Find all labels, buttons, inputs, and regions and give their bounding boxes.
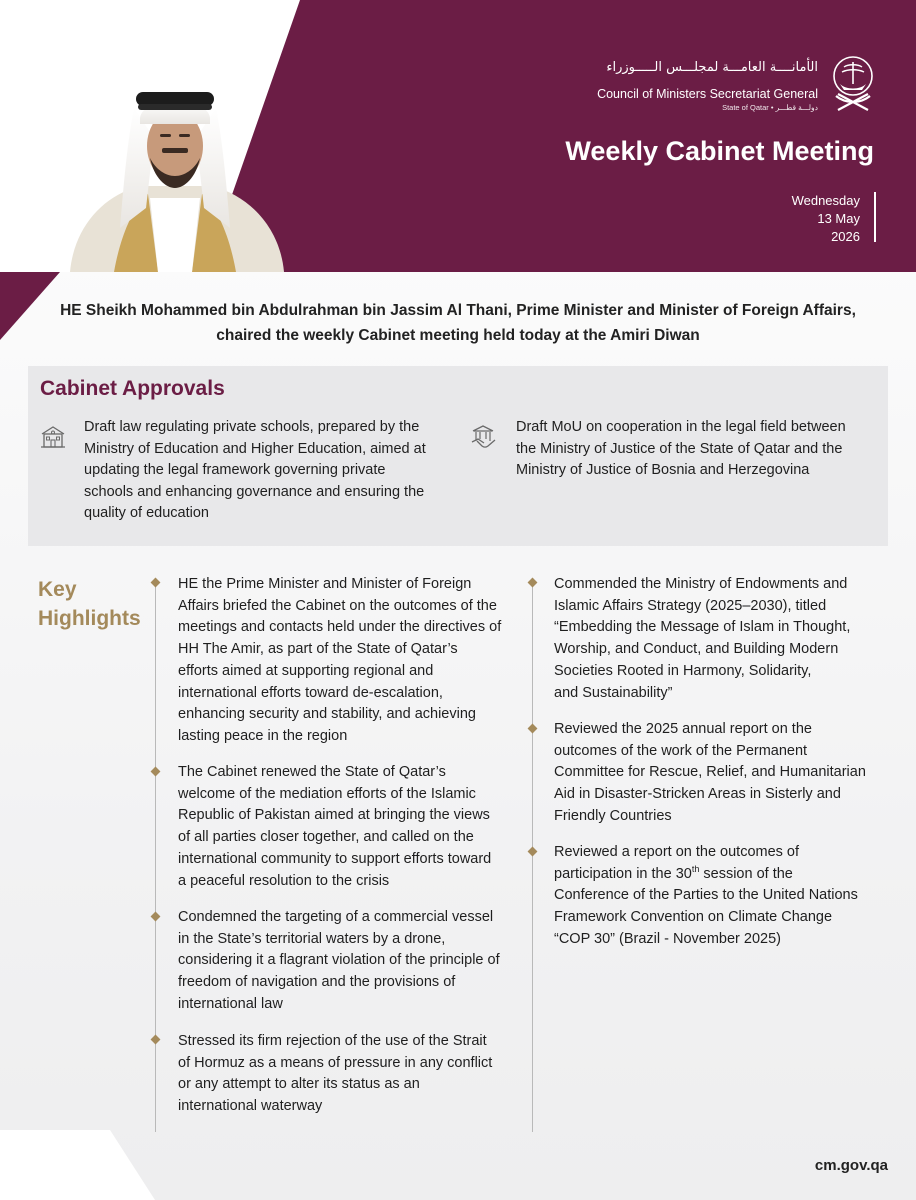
highlight-item (178, 907, 523, 1016)
highlight-line: “Embedding the Message of Islam in Thought, (554, 619, 851, 636)
highlight-line: international law (178, 995, 283, 1012)
highlight-line: The Cabinet renewed the State of Qatar’s (178, 764, 446, 780)
highlight-item (178, 762, 523, 892)
highlight-line: in the State’s territorial waters by a drone, (178, 930, 446, 947)
highlight-item (178, 574, 523, 748)
highlight-line: HE the Prime Minister and Minister of Foreign (178, 576, 472, 592)
approval-item (84, 417, 444, 525)
ordinal-suffix: th (691, 863, 700, 874)
highlight-line: Aid in Disaster-Stricken Areas in Sisterly and (554, 786, 841, 803)
highlight-item (554, 842, 894, 951)
highlight-line: Affairs briefed the Cabinet on the outcomes of the (178, 597, 497, 614)
handshake-justice-icon (468, 422, 498, 452)
bullet-diamond-icon (528, 724, 538, 734)
highlight-line: a peaceful resolution to the crisis (178, 872, 390, 889)
highlight-item (554, 719, 894, 828)
highlight-text-part: session of the (699, 865, 793, 882)
highlight-line: Stressed its firm rejection of the use of the Strait (178, 1033, 487, 1049)
meeting-date (792, 192, 876, 242)
highlight-line: Worship, and Conduct, and Building Modern (554, 641, 839, 658)
highlight-line: considering it a flagrant violation of the principle of (178, 952, 500, 969)
bullet-diamond-icon (151, 912, 161, 922)
org-country: State of Qatar • دولـــة قطـــر (722, 103, 818, 112)
highlight-line: Reviewed a report on the outcomes of (554, 844, 800, 860)
highlight-line: international efforts toward de-escalation, (178, 684, 443, 701)
bullet-diamond-icon (528, 847, 538, 857)
highlight-line: lasting peace in the region (178, 727, 348, 744)
date-weekday: Wednesday (791, 193, 860, 208)
approval-item (516, 417, 876, 482)
highlight-line: “COP 30” (Brazil - November 2025) (554, 930, 781, 947)
highlight-item (178, 1031, 523, 1118)
org-name-english: Council of Ministers Secretariat General (597, 87, 818, 101)
highlight-line: enhancing security and stability, and achieving (178, 706, 476, 723)
highlight-line: Commended the Ministry of Endowments and (554, 576, 848, 592)
highlight-line: international community to support efforts toward (178, 850, 492, 867)
approval-line: updating the legal framework governing private (84, 462, 386, 478)
footer-diagonal (0, 1130, 200, 1200)
highlight-line: efforts aimed at supporting regional and (178, 662, 434, 679)
highlight-line: welcome of the mediation efforts of the Islamic (178, 785, 476, 802)
approval-line: quality of education (84, 505, 209, 521)
highlight-line: Committee for Rescue, Relief, and Humanitarian (554, 764, 866, 781)
approval-line: Ministry of Education and Higher Education, aimed at (84, 440, 426, 457)
highlight-line: Islamic Affairs Strategy (2025–2030), titled (554, 597, 827, 614)
org-name-arabic: الأمانــــة العامـــة لمجلـــس الـــــوزراء (606, 60, 818, 75)
heading-line: Key (38, 578, 77, 601)
school-building-icon (38, 422, 68, 452)
cabinet-approvals-panel (28, 366, 888, 546)
bullet-diamond-icon (151, 578, 161, 588)
highlight-item (554, 574, 894, 704)
highlight-text-part: participation in the 30 (554, 865, 692, 882)
prime-minister-portrait (62, 78, 288, 272)
highlight-line: Conference of the Parties to the United Nations (554, 887, 858, 904)
approval-line: Draft law regulating private schools, prepared by the (84, 419, 420, 435)
highlight-line: Condemned the targeting of a commercial vessel (178, 909, 494, 925)
intro-statement (30, 298, 886, 348)
highlight-line (554, 864, 894, 886)
highlight-line: of Hormuz as a means of pressure in any conflict (178, 1054, 493, 1071)
qatar-emblem-icon (830, 52, 876, 114)
approval-line: Draft MoU on cooperation in the legal field between (516, 419, 846, 435)
highlight-line: or any attempt to alter its status as an (178, 1076, 420, 1093)
left-column-rule (155, 586, 156, 1132)
highlight-line: freedom of navigation and the provisions of (178, 974, 456, 991)
highlight-line: of all parties closer together, and called on the (178, 829, 474, 846)
highlight-line: and Sustainability” (554, 684, 673, 701)
intro-line: HE Sheikh Mohammed bin Abdulrahman bin Jassim Al Thani, Prime Minister and Minister of Foreign Affairs, (60, 302, 856, 319)
highlight-line: Societies Rooted in Harmony, Solidarity, (554, 662, 812, 679)
page-title: Weekly Cabinet Meeting (565, 136, 874, 166)
highlight-line: Republic of Pakistan aimed at bringing the views (178, 807, 490, 824)
website-url[interactable]: cm.gov.qa (814, 1157, 888, 1174)
heading-line: Highlights (38, 607, 141, 630)
secretariat-logo (586, 52, 876, 116)
highlight-line: Reviewed the 2025 annual report on the (554, 721, 812, 737)
highlight-line: Framework Convention on Climate Change (554, 909, 833, 926)
date-day-month: 13 May (817, 211, 860, 226)
approvals-heading: Cabinet Approvals (40, 377, 225, 400)
highlight-line: outcomes of the work of the Permanent (554, 742, 808, 759)
bullet-diamond-icon (528, 578, 538, 588)
approval-line: schools and enhancing governance and ensuring the (84, 483, 425, 500)
approval-line: Ministry of Justice of Bosnia and Herzegovina (516, 462, 810, 478)
bullet-diamond-icon (151, 767, 161, 777)
date-year: 2026 (831, 229, 860, 244)
right-column-rule (532, 586, 533, 1132)
highlight-line: meetings and contacts held under the directives of (178, 619, 502, 636)
highlight-line: international waterway (178, 1098, 323, 1115)
key-highlights-heading (38, 575, 148, 633)
highlight-line: HH The Amir, as part of the State of Qatar’s (178, 641, 458, 658)
intro-line: chaired the weekly Cabinet meeting held today at the Amiri Diwan (216, 327, 700, 344)
approval-line: the Ministry of Justice of the State of Qatar and the (516, 440, 843, 457)
bullet-diamond-icon (151, 1035, 161, 1045)
highlight-line: Friendly Countries (554, 807, 672, 824)
